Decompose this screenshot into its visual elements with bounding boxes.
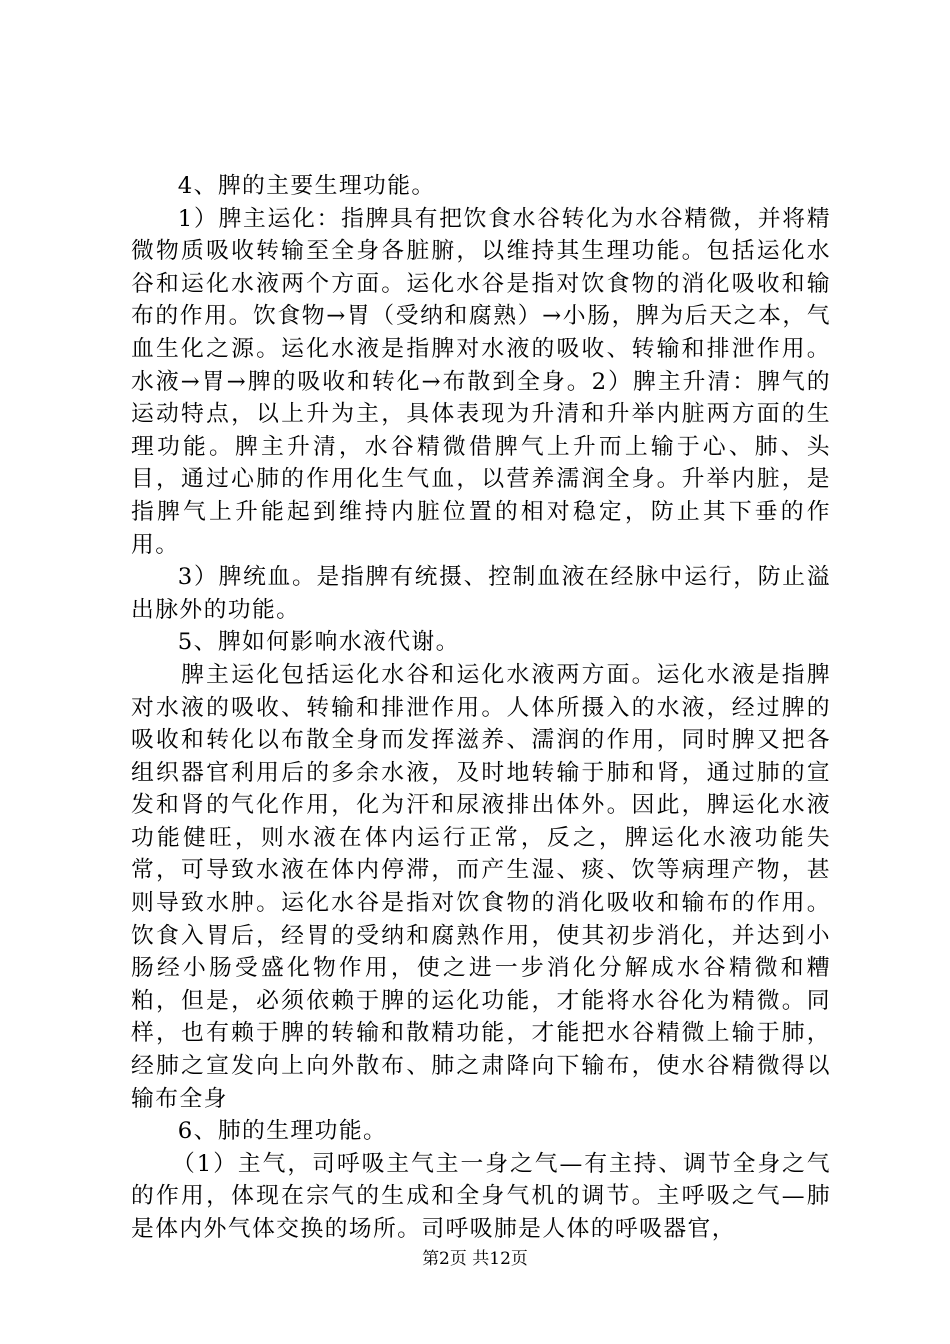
paragraph-water-metabolism: 脾主运化包括运化水谷和运化水液两方面。运化水液是指脾对水液的吸收、转输和排泄作用。人体所摄入的水液，经过脾的吸收和转化以布散全身而发挥滋养、濡润的作用，同时脾又把各组织器官利用后的多余水液，及时地转输于肺和肾，通过肺的宣发和肾的气化作用，化为汗和尿液排出体外。因此，脾运化水液功能健旺，则水液在体内运行正常，反之，脾运化水液功能失常，可导致水液在体内停滞，而产生湿、痰、饮等病理产物，甚则导致水肿。运化水谷是指对饮食物的消化吸收和输布的作用。饮食入胃后，经胃的受纳和腐熟作用，使其初步消化，并达到小肠经小肠受盛化物作用，使之进一步消化分解成水谷精微和糟粕，但是，必须依赖于脾的运化功能，才能将水谷化为精微。同样，也有赖于脾的转输和散精功能，才能把水谷精微上输于肺，经肺之宣发向上向外散布、肺之肃降向下输布，使水谷精微得以输布全身 (131, 661, 831, 1112)
paragraph-spleen-blood: 3）脾统血。是指脾有统摄、控制血液在经脉中运行，防止溢出脉外的功能。 (131, 564, 831, 623)
document-body (131, 170, 831, 1246)
paragraph-spleen-transport: 1）脾主运化：指脾具有把饮食水谷转化为水谷精微，并将精微物质吸收转输至全身各脏腑，以维持其生理功能。包括运化水谷和运化水液两个方面。运化水谷是指对饮食物的消化吸收和输布的作用。饮食物→胃（受纳和腐熟）→小肠，脾为后天之本，气血生化之源。运化水液是指脾对水液的吸收、转输和排泄作用。水液→胃→脾的吸收和转化→布散到全身。2）脾主升清：脾气的运动特点，以上升为主，具体表现为升清和升举内脏两方面的生理功能。脾主升清，水谷精微借脾气上升而上输于心、肺、头目，通过心肺的作用化生气血，以营养濡润全身。升举内脏，是指脾气上升能起到维持内脏位置的相对稳定，防止其下垂的作用。 (131, 205, 831, 558)
heading-spleen-water-metabolism: 5、脾如何影响水液代谢。 (177, 629, 460, 656)
heading-lung-functions: 6、肺的生理功能。 (177, 1118, 388, 1145)
paragraph-lung-qi: （1）主气，司呼吸主气主一身之气—有主持、调节全身之气的作用，体现在宗气的生成和全身气机的调节。主呼吸之气—肺是体内外气体交换的场所。司呼吸肺是人体的呼吸器官， (131, 1150, 831, 1242)
page-number-footer: 第2页 共12页 (422, 1249, 528, 1269)
heading-spleen-functions: 4、脾的主要生理功能。 (177, 173, 436, 199)
